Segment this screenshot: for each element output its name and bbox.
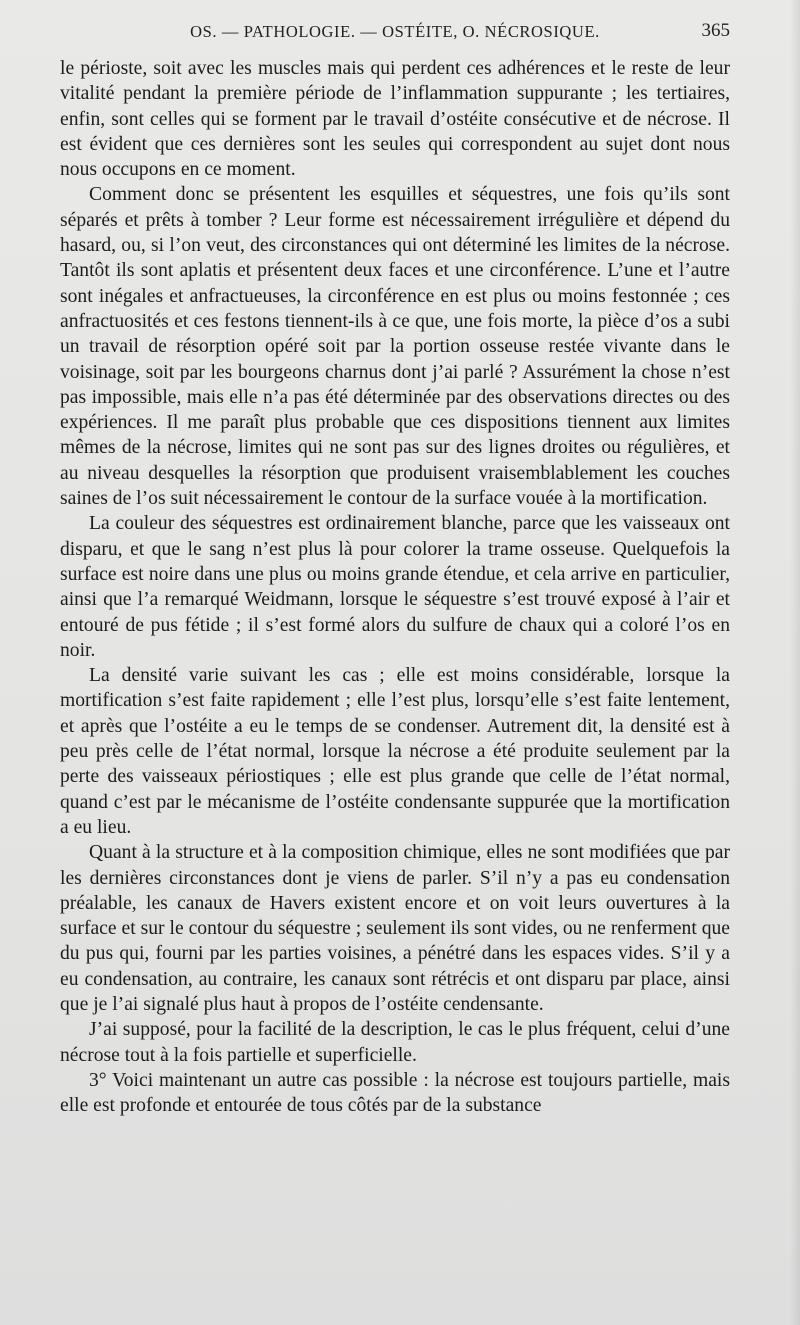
body-text	[60, 56, 730, 1118]
paragraph-structure: Quant à la structure et à la composition chimique, elles ne sont modifiées que par les dernières circonstances dont je viens de parler. S’il n’y a pas eu condensation préalable, les canaux de Havers existent encore et on voit leurs ouvertures à la surface et sur le contour du séquestre ; seulement ils sont vides, ou ne renferment que du pus qui, fourni par les parties voisines, a pénétré dans les espaces vides. S’il y a eu condensation, au contraire, les canaux sont rétrécis et ont disparu par place, ainsi que je l’ai signalé plus haut à propos de l’ostéite cendensante.	[60, 842, 730, 1015]
paragraph-densite: La densité varie suivant les cas ; elle est moins considérable, lorsque la mortification s’est faite rapidement ; elle l’est plus, lorsqu’elle s’est faite lentement, et après que l’ostéite a eu le temps de se condenser. Autrement dit, la densité est à peu près celle de l’état normal, lorsque la nécrose a été produite seulement par la perte des vaisseaux périostiques ; elle est plus grande que celle de l’état normal, quand c’est par le mécanisme de l’ostéite condensante suppurée que la mortification a eu lieu.	[60, 665, 730, 838]
paragraph-sequestres-forme: Comment donc se présentent les esquilles et séquestres, une fois qu’ils sont séparés et prêts à tomber ? Leur forme est nécessairement irrégulière et dépend du hasard, ou, si l’on veut, des circonstances qui ont déterminé les limites de la nécrose. Tantôt ils sont aplatis et présentent deux faces et une circonférence. L’une et l’autre sont inégales et anfractueuses, la circonférence en est plus ou moins festonnée ; ces anfractuosités et ces festons tiennent-ils à ce que, une fois morte, la pièce d’os a subi un travail de résorption opéré soit par la portion osseuse restée vivante dans le voisinage, soit par les bourgeons charnus dont j’ai parlé ? Assurément la chose n’est pas impossible, mais elle n’a pas été déterminée par des observations directes ou des expériences. Il me paraît plus probable que ces dispositions tiennent aux limites mêmes de la nécrose, limites qui ne sont pas sur des lignes droites ou régulières, et au niveau desquelles la résorption que produisent vraisemblablement les couches saines de l’os suit nécessairement le contour de la surface vouée à la mortification.	[60, 184, 730, 510]
running-title: OS. — PATHOLOGIE. — OSTÉITE, O. NÉCROSIQUE.	[190, 22, 600, 41]
paragraph-suppose: J’ai supposé, pour la facilité de la description, le cas le plus fréquent, celui d’une nécrose tout à la fois partielle et superficielle.	[60, 1019, 730, 1066]
page-number: 365	[701, 20, 730, 41]
paragraph-continued: le périoste, soit avec les muscles mais qui perdent ces adhérences et le reste de leur vitalité pendant la première période de l’inflammation suppurante ; les tertiaires, enfin, sont celles qui se forment par le travail d’ostéite consécutive et de nécrose. Il est évident que ces dernières sont les seules qui correspondent au sujet dont nous nous occupons en ce moment.	[60, 58, 730, 181]
running-head	[60, 22, 730, 48]
paragraph-autre-cas: 3° Voici maintenant un autre cas possible : la nécrose est toujours partielle, mais elle est profonde et entourée de tous côtés par de la substance	[60, 1069, 730, 1117]
paragraph-couleur: La couleur des séquestres est ordinairement blanche, parce que les vaisseaux ont disparu, et que le sang n’est plus là pour colorer la trame osseuse. Quelquefois la surface est noire dans une plus ou moins grande étendue, et cela arrive en particulier, ainsi que l’a remarqué Weidmann, lorsque le séquestre s’est trouvé exposé à l’air et entouré de pus fétide ; il s’est formé alors du sulfure de chaux qui a coloré l’os en noir.	[60, 513, 730, 661]
